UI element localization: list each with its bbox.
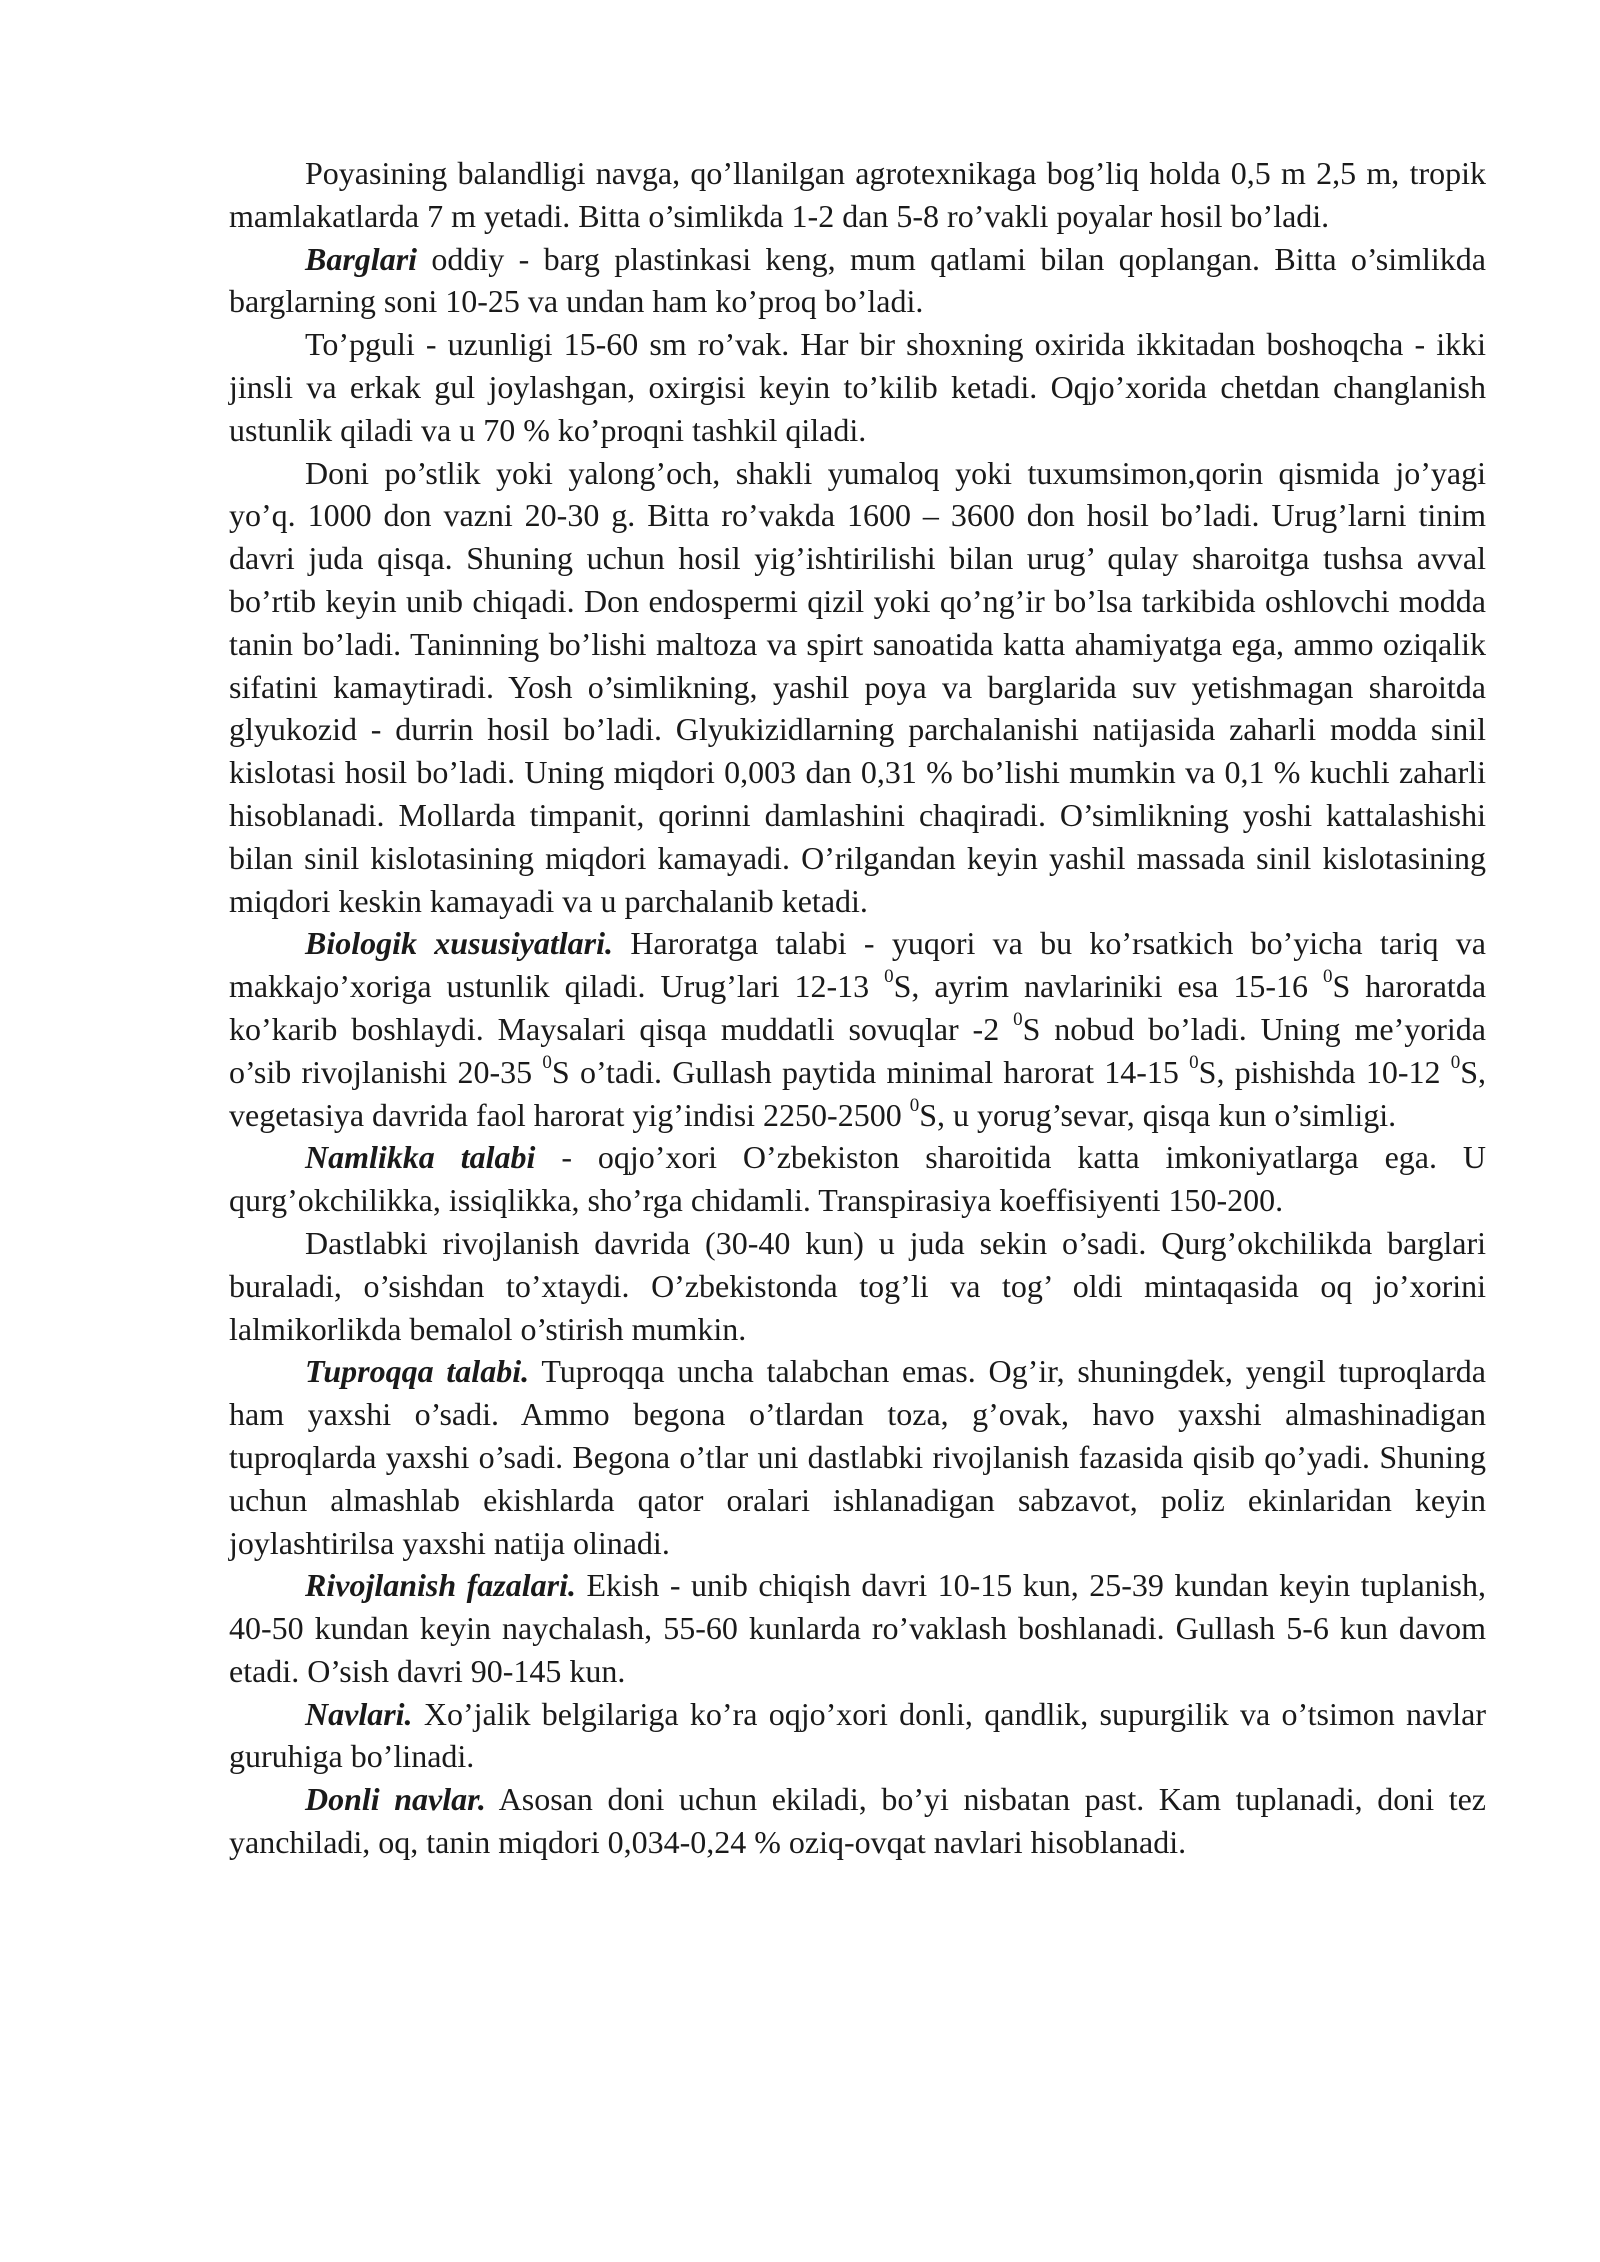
paragraph-donli <box>229 1778 1486 1864</box>
degree-superscript: 0 <box>542 1052 552 1074</box>
paragraph-tuproq <box>229 1350 1486 1564</box>
paragraph-text: S, ayrim navlariniki esa 15-16 <box>893 968 1323 1005</box>
paragraph-barglari <box>229 238 1486 324</box>
paragraph-text: Doni po’stlik yoki yalong’och, shakli yumaloq yoki tuxumsimon,qorin qismida jo’yagi yo’q. 1000 don vazni 20-30 g. Bitta ro’vakda 1600 – 3600 don hosil bo’ladi. Urug’larni tinim davri juda qisqa. Shuning uchun hosil yig’ishtirilishi bilan urug’ qulay sharoitga tushsa avval bo’rtib keyin unib chiqadi. Don endospermi qizil yoki qo’ng’ir bo’lsa tarkibida oshlovchi modda tanin bo’ladi. Taninning bo’lishi maltoza va spirt sanoatida katta ahamiyatga ega, ammo oziqalik sifatini kamaytiradi. Yosh o’simlikning, yashil poya va barglarida suv yetishmagan sharoitda glyukozid - durrin hosil bo’ladi. Glyukizidlarning parchalanishi natijasida zaharli modda sinil kislotasi hosil bo’ladi. Uning miqdori 0,003 dan 0,31 % bo’lishi mumkin va 0,1 % kuchli zaharli hisoblanadi. Mollarda timpanit, qorinni damlashini chaqiradi. O’simlikning yoshi kattalashishi bilan sinil kislotasining miqdori kamayadi. O’rilgandan keyin yashil massada sinil kislotasining miqdori keskin kamayadi va u parchalanib ketadi. <box>229 454 1486 919</box>
paragraph-dastlabki <box>229 1222 1486 1350</box>
paragraph-text: S, u yorug’sevar, qisqa kun o’simligi. <box>919 1096 1397 1133</box>
paragraph-text: Xo’jalik belgilariga ko’ra oqjo’xori donli, qandlik, supurgilik va o’tsimon navlar guruhiga bo’linadi. <box>229 1695 1486 1775</box>
paragraph-poya <box>229 152 1486 238</box>
paragraph-rivojlanish <box>229 1564 1486 1692</box>
paragraph-text: Tuproqqa uncha talabchan emas. Og’ir, shuningdek, yengil tuproqlarda ham yaxshi o’sadi. Ammo begona o’tlardan toza, g’ovak, havo yaxshi almashinadigan tuproqlarda yaxshi o’sadi. Begona o’tlar uni dastlabki rivojlanish fazasida qisib qo’yadi. Shuning uchun almashlab ekishlarda qator oralari ishlanadigan sabzavot, poliz ekinlaridan keyin joylashtirilsa yaxshi natija olinadi. <box>229 1353 1487 1561</box>
section-term: Donli navlar. <box>305 1781 486 1818</box>
paragraph-text: To’pguli - uzunligi 15-60 sm ro’vak. Har bir shoxning oxirida ikkitadan boshoqcha - ikki jinsli va erkak gul joylashgan, oxirgisi keyin to’kilib ketadi. Oqjo’xorida chetdan changlanish ustunlik qiladi va u 70 % ko’proqni tashkil qiladi. <box>229 326 1486 448</box>
paragraph-navlari <box>229 1693 1486 1779</box>
paragraph-text: - oqjo’xori O’zbekiston sharoitida katta imkoniyatlarga ega. U qurg’okchilikka, issiqlikka, sho’rga chidamli. Transpirasiya koeffisiyenti 150-200. <box>229 1139 1487 1219</box>
paragraph-text: Haroratga talabi - yuqori va bu ko’rsatkich bo’yicha tariq va makkajo’xoriga ustunlik qiladi. Urug’lari 12-13 <box>229 925 1487 1005</box>
document-page <box>229 152 1486 1864</box>
paragraph-doni <box>229 452 1486 923</box>
degree-superscript: 0 <box>1189 1052 1199 1074</box>
degree-superscript: 0 <box>1322 966 1333 988</box>
section-term: Namlikka talabi <box>305 1139 536 1176</box>
paragraph-text: Poyasining balandligi navga, qo’llanilgan agrotexnikaga bog’liq holda 0,5 m 2,5 m, tropik mamlakatlarda 7 m yetadi. Bitta o’simlikda 1-2 dan 5-8 ro’vakli poyalar hosil bo’ladi. <box>229 155 1486 234</box>
paragraph-text: S o’tadi. Gullash paytida minimal harorat 14-15 <box>551 1053 1190 1090</box>
paragraph-text: S haroratda ko’karib boshlaydi. Maysalari qisqa muddatli sovuqlar -2 <box>229 968 1487 1047</box>
paragraph-text: S nobud bo’ladi. Uning me’yorida o’sib rivojlanishi 20-35 <box>229 1010 1487 1090</box>
paragraph-text: Ekish - unib chiqish davri 10-15 kun, 25-39 kundan keyin tuplanish, 40-50 kundan keyin naychalash, 55-60 kunlarda ro’vaklash boshlanadi. Gullash 5-6 kun davom etadi. O’sish davri 90-145 kun. <box>229 1567 1487 1689</box>
paragraph-biologik <box>229 922 1486 1136</box>
paragraph-namlik <box>229 1136 1486 1222</box>
section-term: Rivojlanish fazalari. <box>305 1567 576 1604</box>
degree-superscript: 0 <box>1013 1009 1023 1031</box>
paragraph-text: oddiy - barg plastinkasi keng, mum qatlami bilan qoplangan. Bitta o’simlikda barglarning soni 10-25 va undan ham ko’proq bo’ladi. <box>229 240 1486 320</box>
section-term: Tuproqqa talabi. <box>305 1353 530 1390</box>
paragraph-text: Asosan doni uchun ekiladi, bo’yi nisbatan past. Kam tuplanadi, doni tez yanchiladi, oq, tanin miqdori 0,034-0,24 % oziq-ovqat navlari hisoblanadi. <box>229 1781 1487 1861</box>
degree-superscript: 0 <box>884 966 894 988</box>
paragraph-text: Dastlabki rivojlanish davrida (30-40 kun) u juda sekin o’sadi. Qurg’okchilikda barglari buraladi, o’sishdan to’xtaydi. O’zbekistonda tog’li va tog’ oldi mintaqasida oq jo’xorini lalmikorlikda bemalol o’stirish mumkin. <box>229 1224 1486 1347</box>
section-term: Navlari. <box>305 1695 413 1732</box>
section-term: Biologik xususiyatlari. <box>305 925 614 962</box>
paragraph-text: S, vegetasiya davrida faol harorat yig’indisi 2250-2500 <box>229 1053 1487 1133</box>
degree-superscript: 0 <box>909 1094 920 1116</box>
paragraph-text: S, pishishda 10-12 <box>1198 1053 1451 1090</box>
paragraph-topguli <box>229 323 1486 451</box>
section-term: Barglari <box>305 240 418 277</box>
degree-superscript: 0 <box>1450 1052 1461 1074</box>
